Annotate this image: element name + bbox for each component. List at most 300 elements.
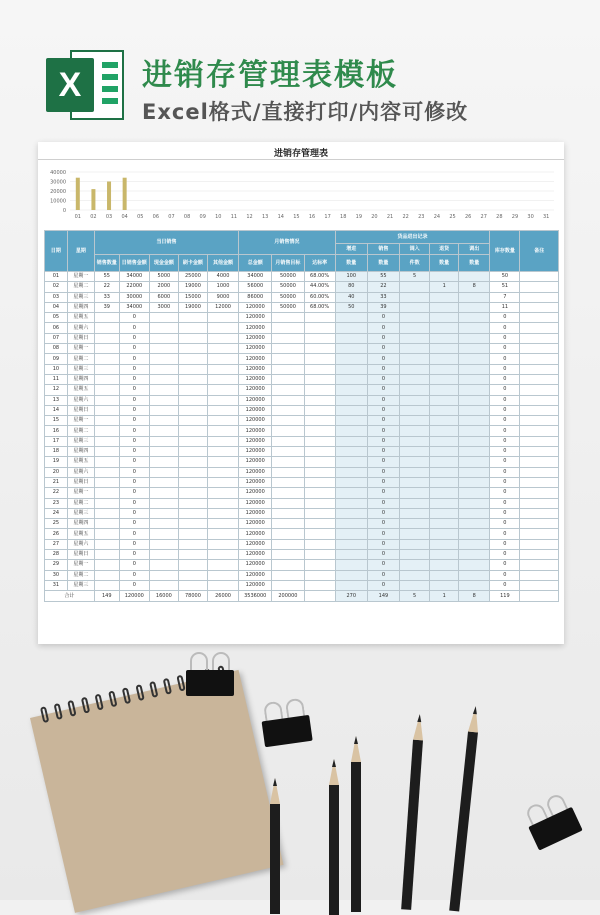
inventory-table [44,230,559,602]
table-cell: 0 [490,580,520,590]
x-tick-label: 17 [324,214,331,220]
table-cell: 0 [490,508,520,518]
col-daily-amount: 日销售金额 [119,255,149,272]
table-row [45,416,559,426]
col-total-amount: 总金额 [239,255,272,272]
table-cell: 50 [490,272,520,282]
total-cell [520,591,559,602]
table-cell [178,344,207,354]
table-cell [272,436,304,446]
table-cell [430,344,459,354]
table-cell: 0 [367,364,399,374]
total-cell: 78000 [178,591,207,602]
table-cell [400,529,430,539]
total-cell: 5 [400,591,430,602]
table-cell: 星期四 [67,447,94,457]
table-cell [335,374,367,384]
table-cell [459,323,490,333]
table-cell [400,344,430,354]
table-cell: 0 [490,313,520,323]
table-cell [430,405,459,415]
table-cell [520,405,559,415]
table-cell [178,570,207,580]
table-cell [459,519,490,529]
table-cell [94,519,119,529]
table-cell: 120000 [239,333,272,343]
bar [76,178,80,210]
table-cell [335,457,367,467]
table-cell: 0 [490,426,520,436]
table-cell [272,354,304,364]
table-cell [149,477,178,487]
table-row [45,344,559,354]
table-cell [520,539,559,549]
table-cell [178,457,207,467]
table-cell: 0 [119,405,149,415]
table-cell: 22000 [119,282,149,292]
table-cell: 0 [490,498,520,508]
col-weekday: 星期 [67,231,94,272]
table-row [45,313,559,323]
table-cell: 2000 [149,282,178,292]
table-cell: 0 [119,529,149,539]
table-cell: 0 [367,498,399,508]
x-tick-label: 27 [480,214,487,220]
table-cell: 100 [335,272,367,282]
bar [91,189,95,210]
table-cell [304,508,335,518]
x-tick-label: 18 [340,214,347,220]
pencil-icon [270,804,280,914]
x-tick-label: 28 [496,214,503,220]
table-cell [459,333,490,343]
table-cell [430,488,459,498]
table-cell: 0 [490,323,520,333]
table-cell: 0 [490,488,520,498]
x-tick-label: 08 [183,214,191,220]
table-cell [207,570,238,580]
table-cell [272,488,304,498]
table-cell: 09 [45,354,68,364]
y-tick-label: 20000 [50,188,66,195]
x-tick-label: 24 [433,214,441,220]
table-cell: 星期六 [67,467,94,477]
table-cell: 0 [119,488,149,498]
table-cell [272,426,304,436]
table-row [45,426,559,436]
table-cell [149,498,178,508]
table-cell [459,457,490,467]
y-tick-label: 0 [62,207,66,214]
table-cell [94,364,119,374]
table-row [45,519,559,529]
col-in-qty: 数量 [335,255,367,272]
x-tick-label: 16 [308,214,316,220]
table-cell [178,333,207,343]
table-cell: 0 [490,539,520,549]
table-cell [304,519,335,529]
table-cell [520,457,559,467]
table-row [45,457,559,467]
table-cell: 02 [45,282,68,292]
table-cell: 星期六 [67,323,94,333]
table-cell [335,436,367,446]
table-cell: 0 [490,519,520,529]
table-cell [430,519,459,529]
table-cell [430,508,459,518]
table-cell: 11 [45,374,68,384]
table-cell [400,457,430,467]
table-cell [520,282,559,292]
table-cell: 120000 [239,519,272,529]
table-cell: 星期一 [67,488,94,498]
table-cell [94,529,119,539]
table-cell [149,436,178,446]
table-cell: 0 [490,457,520,467]
table-cell [304,313,335,323]
y-tick-label: 10000 [50,198,66,205]
x-tick-label: 19 [355,214,363,220]
table-cell: 0 [490,364,520,374]
table-cell [335,498,367,508]
table-cell [335,333,367,343]
table-cell [207,416,238,426]
table-cell: 0 [367,323,399,333]
table-cell [459,580,490,590]
table-cell [94,395,119,405]
table-cell [178,560,207,570]
table-cell [272,364,304,374]
table-row [45,560,559,570]
table-cell [178,323,207,333]
table-cell [304,374,335,384]
table-cell: 0 [490,477,520,487]
table-cell [178,580,207,590]
table-cell [149,467,178,477]
col-sold: 销售 [367,244,399,255]
table-cell [335,313,367,323]
table-cell [430,354,459,364]
table-cell: 6000 [149,292,178,302]
table-cell [335,539,367,549]
total-cell: 1 [430,591,459,602]
col-target: 月销售目标 [272,255,304,272]
table-cell: 33 [367,292,399,302]
table-cell [94,560,119,570]
table-cell: 86000 [239,292,272,302]
x-tick-label: 07 [168,214,175,220]
table-cell [207,550,238,560]
table-cell [178,539,207,549]
table-cell [304,416,335,426]
x-tick-label: 14 [277,214,284,220]
table-cell: 0 [119,416,149,426]
table-cell [520,467,559,477]
table-cell [430,498,459,508]
table-cell [304,560,335,570]
table-cell [520,395,559,405]
table-cell [335,467,367,477]
table-cell [304,333,335,343]
x-tick-label: 06 [152,214,160,220]
table-cell: 120000 [239,539,272,549]
table-cell [207,426,238,436]
table-cell: 星期五 [67,457,94,467]
table-cell: 24 [45,508,68,518]
table-cell: 星期五 [67,529,94,539]
table-cell: 0 [119,519,149,529]
table-cell [459,477,490,487]
table-cell [400,282,430,292]
table-cell: 0 [367,529,399,539]
table-cell [149,405,178,415]
table-row [45,333,559,343]
table-cell: 0 [490,570,520,580]
table-cell [520,323,559,333]
table-cell [207,457,238,467]
table-cell [94,498,119,508]
table-cell: 0 [367,457,399,467]
table-cell: 40 [335,292,367,302]
table-cell: 0 [367,508,399,518]
table-cell: 120000 [239,426,272,436]
table-cell [304,539,335,549]
table-cell [207,508,238,518]
table-cell: 1000 [207,282,238,292]
table-cell [520,344,559,354]
table-cell [207,313,238,323]
table-cell [400,292,430,302]
table-cell: 120000 [239,498,272,508]
x-tick-label: 31 [543,214,550,220]
table-cell [430,416,459,426]
table-cell: 120000 [239,385,272,395]
table-cell [335,364,367,374]
table-cell [400,416,430,426]
table-cell: 0 [119,426,149,436]
binder-clip-icon [186,652,236,698]
table-cell [304,457,335,467]
table-cell: 120000 [239,436,272,446]
table-cell [459,570,490,580]
table-cell [459,436,490,446]
table-cell: 04 [45,302,68,312]
table-cell: 8 [459,282,490,292]
table-row [45,354,559,364]
table-cell [335,447,367,457]
table-cell [272,313,304,323]
col-transfer-out: 调出 [459,244,490,255]
table-cell: 80 [335,282,367,292]
table-cell [335,477,367,487]
table-cell: 星期三 [67,436,94,446]
table-cell [335,550,367,560]
table-row [45,477,559,487]
x-tick-label: 01 [74,214,81,220]
table-cell [400,374,430,384]
table-cell: 120000 [239,447,272,457]
table-row [45,498,559,508]
table-cell [304,395,335,405]
table-cell: 0 [119,333,149,343]
table-cell [94,374,119,384]
table-cell: 29 [45,560,68,570]
table-cell [94,333,119,343]
table-cell [272,550,304,560]
x-tick-label: 11 [230,214,238,220]
table-cell [272,580,304,590]
table-cell [459,302,490,312]
table-cell: 26 [45,529,68,539]
table-cell: 01 [45,272,68,282]
col-other: 其他金额 [207,255,238,272]
table-cell [335,405,367,415]
table-cell [207,395,238,405]
table-cell [94,447,119,457]
table-cell: 15 [45,416,68,426]
table-cell [207,447,238,457]
table-cell [149,323,178,333]
table-cell: 14 [45,405,68,415]
table-cell: 0 [367,354,399,364]
table-cell [520,374,559,384]
table-cell [304,580,335,590]
table-cell: 120000 [239,313,272,323]
table-cell [178,354,207,364]
table-cell: 0 [119,457,149,467]
table-cell: 星期一 [67,344,94,354]
table-cell: 12000 [207,302,238,312]
table-cell [149,374,178,384]
table-cell [149,416,178,426]
table-cell [149,313,178,323]
table-cell: 星期二 [67,498,94,508]
table-row [45,302,559,312]
table-cell [400,385,430,395]
table-cell: 55 [94,272,119,282]
table-cell [149,539,178,549]
table-cell [149,580,178,590]
table-cell: 星期二 [67,282,94,292]
table-cell: 星期四 [67,302,94,312]
table-cell [94,539,119,549]
table-cell: 44.00% [304,282,335,292]
table-cell: 0 [490,395,520,405]
table-cell [400,323,430,333]
table-cell [207,488,238,498]
table-cell [272,405,304,415]
table-row [45,272,559,282]
table-cell [430,426,459,436]
table-cell [178,508,207,518]
table-cell [304,467,335,477]
table-cell [149,385,178,395]
table-cell: 120000 [239,302,272,312]
table-cell: 9000 [207,292,238,302]
table-cell [520,477,559,487]
table-cell: 星期五 [67,313,94,323]
table-cell [400,580,430,590]
x-tick-label: 29 [511,214,519,220]
table-cell [207,560,238,570]
table-row [45,385,559,395]
table-cell: 60.00% [304,292,335,302]
table-cell [520,580,559,590]
table-row [45,539,559,549]
table-cell: 5000 [149,272,178,282]
table-cell: 星期日 [67,405,94,415]
table-cell: 0 [490,550,520,560]
table-cell: 星期一 [67,272,94,282]
table-cell [207,344,238,354]
table-cell: 31 [45,580,68,590]
table-cell [178,498,207,508]
table-cell: 25 [45,519,68,529]
table-cell: 34000 [119,272,149,282]
table-cell [178,416,207,426]
table-cell [520,488,559,498]
table-cell [178,385,207,395]
table-cell [430,529,459,539]
table-cell [94,385,119,395]
table-cell: 120000 [239,580,272,590]
table-cell [400,447,430,457]
table-cell [430,272,459,282]
table-row [45,364,559,374]
table-cell: 星期三 [67,364,94,374]
table-cell [272,395,304,405]
table-cell [520,508,559,518]
table-cell [400,508,430,518]
x-tick-label: 30 [527,214,534,220]
table-cell [178,395,207,405]
table-cell [272,323,304,333]
table-cell: 0 [490,374,520,384]
table-cell [335,354,367,364]
table-cell [430,580,459,590]
table-cell [459,488,490,498]
table-cell [400,519,430,529]
table-cell [400,477,430,487]
title-divider [38,159,564,160]
table-cell [178,426,207,436]
total-cell: 200000 [272,591,304,602]
table-cell: 星期二 [67,354,94,364]
table-cell: 30 [45,570,68,580]
table-cell: 25000 [178,272,207,282]
table-cell: 50000 [272,282,304,292]
table-cell [520,313,559,323]
table-cell [459,344,490,354]
table-cell: 120000 [239,395,272,405]
table-cell [207,477,238,487]
table-cell: 68.00% [304,302,335,312]
table-cell: 0 [119,313,149,323]
table-cell [94,467,119,477]
table-cell: 07 [45,333,68,343]
table-cell: 120000 [239,354,272,364]
table-cell: 120000 [239,374,272,384]
table-cell [272,529,304,539]
table-cell [430,457,459,467]
table-cell [459,374,490,384]
table-cell [459,467,490,477]
total-cell: 26000 [207,591,238,602]
table-cell [520,447,559,457]
table-cell: 0 [119,560,149,570]
table-cell: 4000 [207,272,238,282]
table-cell: 0 [490,467,520,477]
